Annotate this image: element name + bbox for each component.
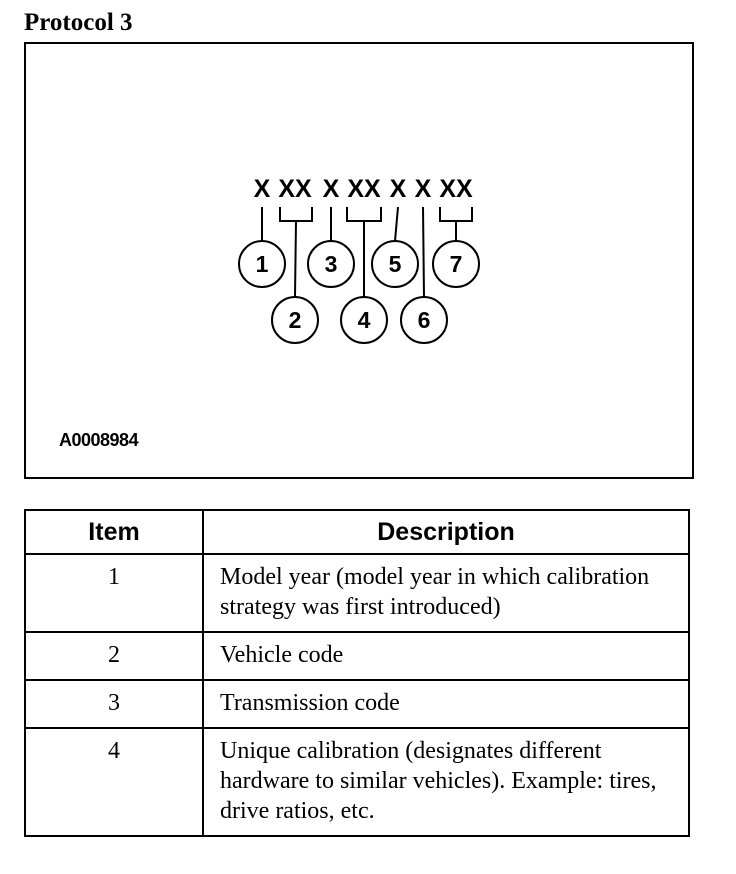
code-group: XX (439, 175, 473, 203)
code-group: X (253, 175, 271, 203)
item-description: Unique calibration (designates different hardware to similar vehicles). Example: tires, drive ratios, etc. (203, 728, 689, 836)
bracket-leader (280, 207, 312, 221)
leader-line (423, 207, 424, 297)
table-row (25, 728, 689, 836)
item-number: 2 (25, 632, 203, 680)
item-description-table (24, 509, 690, 837)
calibration-code-diagram (26, 44, 692, 477)
callout-number: 4 (357, 307, 371, 333)
item-number: 1 (25, 554, 203, 632)
callout-number: 7 (449, 251, 463, 277)
callout-number: 1 (255, 251, 269, 277)
code-group: XX (347, 175, 381, 203)
code-group: X (414, 175, 432, 203)
diagram-frame (24, 42, 694, 479)
callout-number: 5 (388, 251, 402, 277)
table-row (25, 632, 689, 680)
item-number: 3 (25, 680, 203, 728)
column-header-item: Item (25, 510, 203, 554)
callout-number: 6 (417, 307, 431, 333)
leader-line (295, 221, 296, 297)
figure-id: A0008984 (59, 430, 139, 450)
item-description: Transmission code (203, 680, 689, 728)
leader-line (395, 207, 398, 241)
bracket-leader (347, 207, 381, 221)
code-group: XX (278, 175, 312, 203)
item-number: 4 (25, 728, 203, 836)
code-group: X (389, 175, 407, 203)
page-title: Protocol 3 (24, 9, 133, 36)
table-row (25, 680, 689, 728)
table-row (25, 554, 689, 632)
table-header-row (25, 510, 689, 554)
code-group: X (322, 175, 340, 203)
callout-number: 3 (324, 251, 338, 277)
callout-number: 2 (288, 307, 302, 333)
column-header-description: Description (203, 510, 689, 554)
item-description: Vehicle code (203, 632, 689, 680)
bracket-leader (440, 207, 472, 221)
item-description: Model year (model year in which calibration strategy was first introduced) (203, 554, 689, 632)
